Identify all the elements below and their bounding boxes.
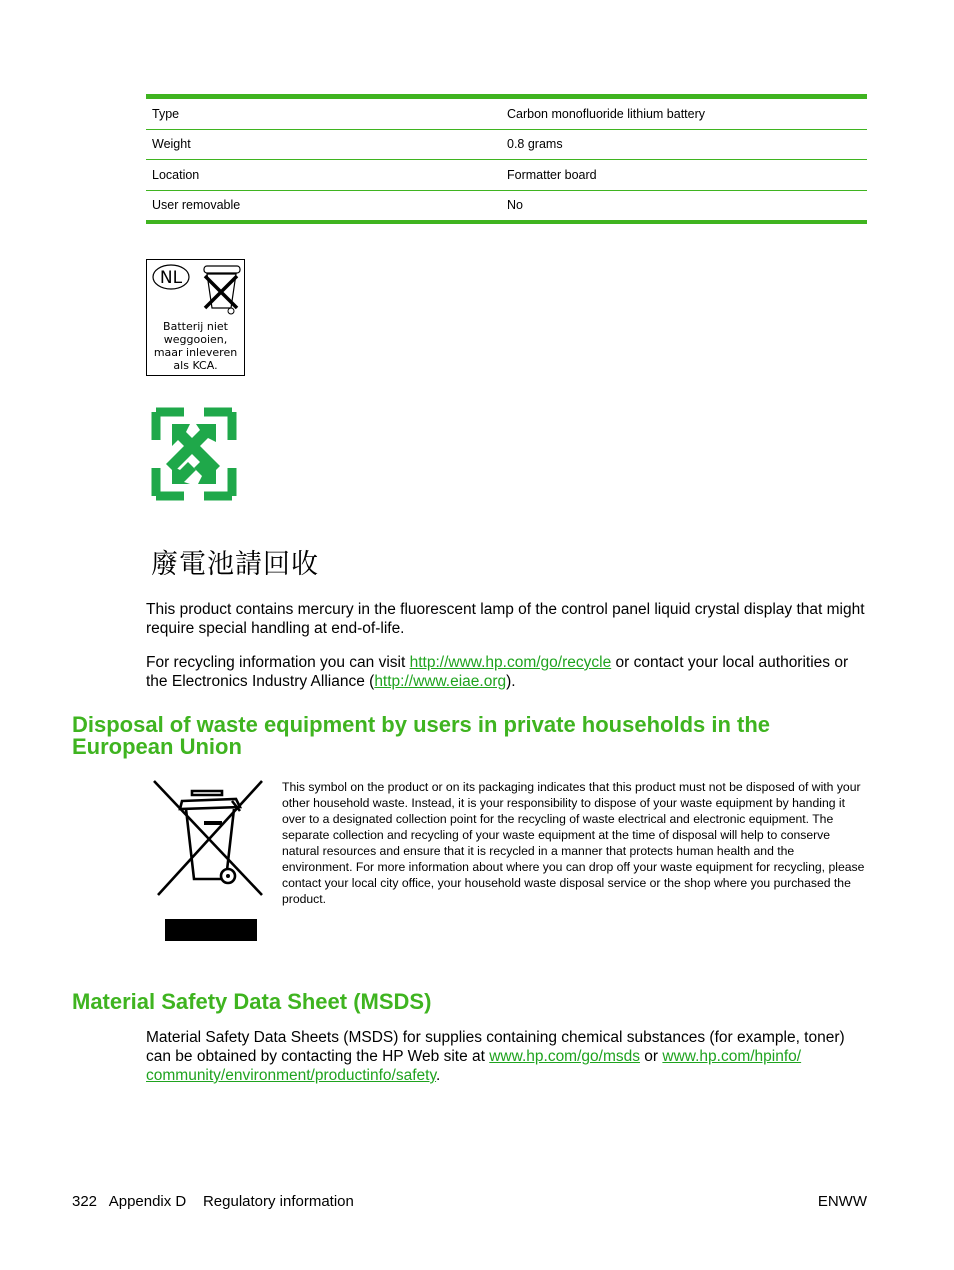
msds-link[interactable]: www.hp.com/go/msds — [489, 1048, 640, 1065]
row-value: 0.8 grams — [507, 137, 563, 152]
row-value: Formatter board — [507, 167, 597, 182]
row-label: Type — [152, 106, 180, 121]
table-row — [146, 99, 867, 130]
footer-section: Regulatory information — [202, 1193, 354, 1210]
table-row — [146, 191, 867, 221]
mercury-paragraph: This product contains mercury in the fluorescent lamp of the control panel liquid crystal display that might require special handling at end-of-life. — [146, 601, 865, 637]
recycling-text: or contact your local authorities or the Electronics Industry Alliance ( — [146, 654, 849, 690]
msds-text: or — [639, 1048, 663, 1065]
disposal-text: This symbol on the product or on its packaging indicates that this product must not be disposed of with your other household waste. Instead, it is your responsibility to dispose of your waste equipment by handing it over to a designated collection point for the recycling of waste electrical and electronic equipment. The separate collection and recycling of your waste equipment at the time of disposal will help to conserve natural resources and ensure that it is recycled in a manner that protects human health and the environment. For more information about where you can drop off your waste equipment for recycling, please contact your local city office, your household waste disposal service or the shop where you purchased the product. — [282, 780, 865, 906]
row-label: User removable — [152, 198, 241, 213]
row-value: No — [507, 198, 523, 213]
page-number: 322 — [72, 1193, 98, 1210]
recycling-paragraph — [146, 653, 870, 691]
table-row — [146, 130, 867, 161]
recycling-text: For recycling information you can visit — [146, 654, 410, 671]
msds-heading: Material Safety Data Sheet (MSDS) — [72, 989, 432, 1014]
msds-text: Material Safety Data Sheets (MSDS) for supplies containing chemical substances (for example, toner) can be obtained by contacting the HP Web site at — [146, 1029, 845, 1065]
disposal-heading: Disposal of waste equipment by users in private households in the European Union — [72, 712, 771, 759]
footer-chapter: Appendix D — [108, 1193, 187, 1210]
nl-label-text: Batterij niet weggooien, maar inleveren als KCA. — [153, 320, 238, 372]
footer-right: ENWW — [817, 1193, 867, 1210]
nl-bin-icon — [147, 260, 244, 320]
row-label: Location — [152, 167, 200, 182]
msds-text: . — [436, 1067, 441, 1084]
chinese-recycle-text: 廢電池請回收 — [151, 549, 319, 580]
footer-left — [72, 1193, 354, 1210]
msds-paragraph — [146, 1028, 870, 1085]
eiae-link[interactable]: http://www.eiae.org — [374, 673, 507, 690]
row-value: Carbon monofluoride lithium battery — [507, 106, 706, 121]
hp-recycle-link[interactable]: http://www.hp.com/go/recycle — [409, 654, 612, 671]
hpinfo-safety-link[interactable]: www.hp.com/hpinfo/ community/environment/productinfo/safety — [146, 1048, 802, 1084]
table-row — [146, 160, 867, 191]
row-label: Weight — [152, 137, 191, 152]
battery-spec-table — [146, 94, 867, 224]
taiwan-battery-recycle-icon — [150, 406, 238, 507]
recycling-text: ). — [506, 673, 516, 690]
nl-badge-text: NL — [159, 268, 183, 288]
crossed-out-wheelie-bin-icon — [152, 779, 266, 949]
